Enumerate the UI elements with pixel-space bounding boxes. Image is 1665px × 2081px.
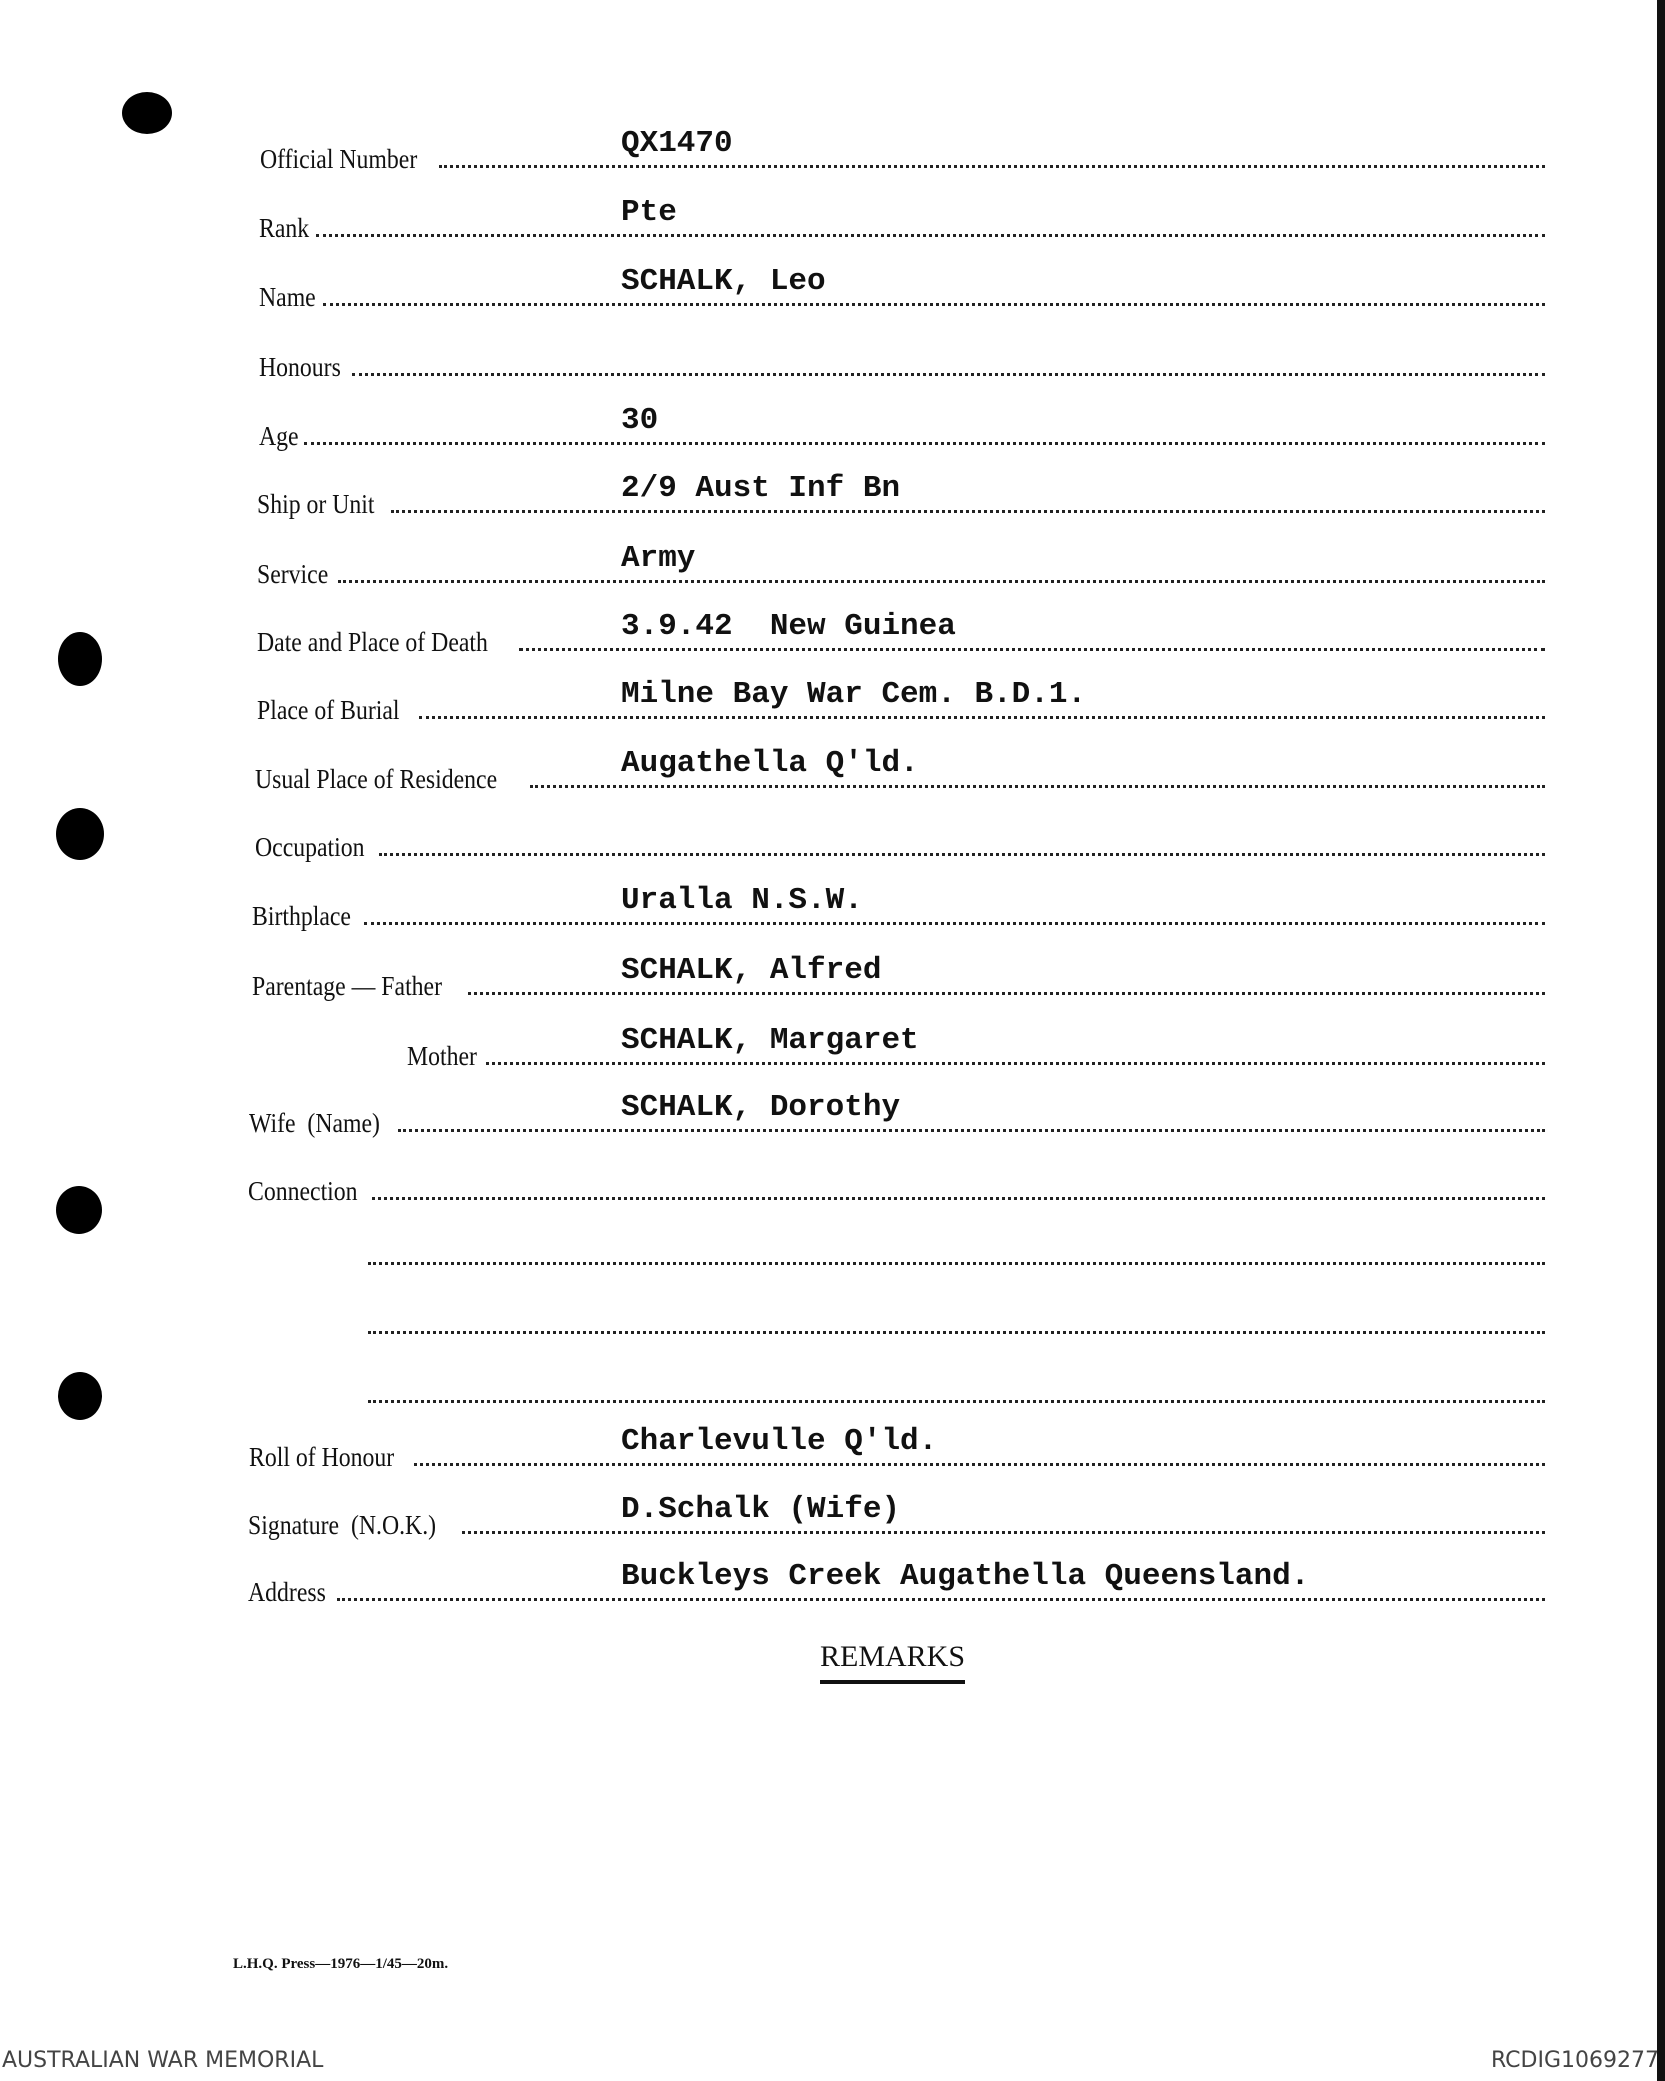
field-label: Connection [248,1176,358,1206]
field-label: Address [248,1577,326,1607]
field-value: SCHALK, Alfred [621,953,882,988]
field-row [257,677,1545,725]
field-value: Augathella Q'ld. [621,746,919,781]
dotted-leader [419,716,1545,719]
field-label: Name [259,282,316,312]
field-label: Usual Place of Residence [255,764,498,794]
print-line: L.H.Q. Press—1976—1/45—20m. [233,1956,449,1972]
dotted-leader [379,853,1545,856]
dotted-leader [398,1129,1545,1132]
field-label: Signature (N.O.K.) [248,1510,437,1540]
field-label: Age [259,421,299,451]
scan-edge [1657,0,1665,2081]
dotted-leader [391,510,1545,513]
field-row [407,1023,1545,1071]
field-row [257,471,1545,519]
field-value: Army [621,541,696,576]
field-label: Roll of Honour [249,1442,395,1472]
field-label: Mother [407,1041,477,1071]
field-row [252,953,1545,1001]
field-label: Ship or Unit [257,489,375,519]
dotted-leader [468,992,1545,995]
field-row [259,341,1545,381]
field-row [255,821,1545,861]
punch-hole [58,632,102,686]
punch-hole [56,1186,102,1234]
field-value: Uralla N.S.W. [621,883,863,918]
connection-line [368,1262,1545,1265]
connection-line [368,1331,1545,1334]
field-row [257,609,1545,657]
field-row [249,1424,1545,1472]
footer-right: RCDIG1069277 [1490,2048,1659,2073]
field-row [248,1165,1545,1205]
field-label: Honours [259,352,341,382]
field-label: Birthplace [252,901,351,931]
dotted-leader [519,648,1545,651]
footer-left: AUSTRALIAN WAR MEMORIAL [2,2048,324,2073]
field-value: 2/9 Aust Inf Bn [621,471,901,506]
field-row [255,746,1545,794]
field-row [248,1559,1545,1607]
field-value: Buckleys Creek Augathella Queensland. [621,1559,1310,1594]
field-row [248,1492,1545,1540]
dotted-leader [337,1598,1546,1601]
field-row [259,264,1545,312]
field-row [249,1090,1545,1138]
field-value: SCHALK, Dorothy [621,1090,901,1125]
dotted-leader [352,373,1545,376]
field-label: Place of Burial [257,695,400,725]
dotted-leader [530,785,1545,788]
dotted-leader [439,165,1545,168]
field-label: Date and Place of Death [257,627,488,657]
dotted-leader [462,1531,1545,1534]
field-value: SCHALK, Leo [621,264,826,299]
field-label: Wife (Name) [249,1108,380,1138]
dotted-leader [364,922,1545,925]
field-value: 3.9.42 New Guinea [621,609,956,644]
dotted-leader [372,1197,1545,1200]
field-value: QX1470 [621,126,733,161]
punch-hole [58,1372,102,1420]
dotted-leader [414,1463,1545,1466]
field-value: D.Schalk (Wife) [621,1492,901,1527]
connection-line [368,1400,1545,1403]
field-row [260,126,1545,174]
field-row [259,403,1545,451]
field-label: Official Number [260,144,418,174]
punch-hole [56,808,104,860]
dotted-leader [316,234,1545,237]
field-row [259,195,1545,243]
field-row [257,541,1545,589]
field-label: Service [257,559,329,589]
punch-hole [122,92,172,134]
dotted-leader [338,580,1545,583]
field-row [252,883,1545,931]
field-label: Occupation [255,832,365,862]
field-value: SCHALK, Margaret [621,1023,919,1058]
field-value: Charlevulle Q'ld. [621,1424,938,1459]
field-value: Pte [621,195,677,230]
dotted-leader [486,1062,1545,1065]
field-label: Rank [259,213,310,243]
field-value: 30 [621,403,659,438]
dotted-leader [304,442,1545,445]
field-label: Parentage — Father [252,971,443,1001]
dotted-leader [323,303,1545,306]
field-value: Milne Bay War Cem. B.D.1. [621,677,1087,712]
remarks-heading: REMARKS [820,1640,965,1684]
